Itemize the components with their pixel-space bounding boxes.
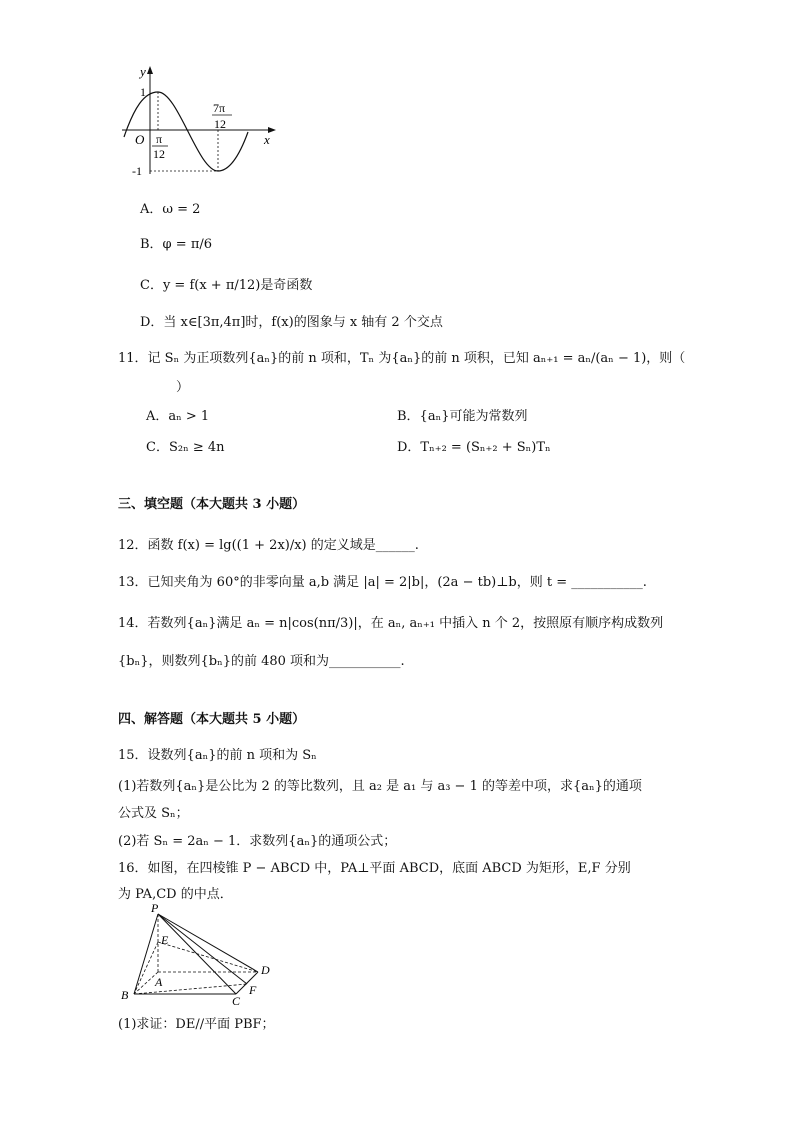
q14-line-1: 14．若数列{aₙ}满足 aₙ = n|cos(nπ/3)|，在 aₙ, aₙ₊₁ 中插入 n 个 2，按照原有顺序构成数列 bbox=[118, 616, 664, 631]
x-tick1-denominator: 12 bbox=[153, 147, 165, 161]
q10-option-a: A．ω = 2 bbox=[140, 202, 201, 217]
y-axis-label: y bbox=[140, 64, 146, 79]
q15-part1-line-1: (1)若数列{aₙ}是公比为 2 的等比数列，且 a₂ 是 a₁ 与 a₃ − 1 的等差中项，求{aₙ}的通项 bbox=[118, 779, 642, 794]
label-P: P bbox=[151, 902, 159, 915]
q12: 12．函数 f(x) = lg((1 + 2x)/x) 的定义域是______. bbox=[118, 538, 419, 553]
sine-graph bbox=[118, 62, 280, 180]
q10-option-b: B．φ = π/6 bbox=[140, 237, 213, 252]
q11-option-a: A．aₙ > 1 bbox=[146, 409, 210, 424]
q11-option-d: D．Tₙ₊₂ = (Sₙ₊₂ + Sₙ)Tₙ bbox=[397, 440, 551, 455]
edge-PF bbox=[158, 914, 247, 984]
label-C: C bbox=[232, 994, 241, 1006]
q14-line-2: {bₙ}，则数列{bₙ}的前 480 项和为___________. bbox=[118, 654, 405, 669]
label-D: D bbox=[261, 963, 270, 977]
label-A: A bbox=[155, 975, 163, 989]
q16-line-1: 16．如图，在四棱锥 P − ABCD 中，PA⊥平面 ABCD，底面 ABCD 为矩形，E,F 分别 bbox=[118, 861, 631, 876]
q10-option-c: C．y = f(x + π/12)是奇函数 bbox=[140, 278, 313, 293]
q13: 13．已知夹角为 60°的非零向量 a,b 满足 |a| = 2|b|，(2a − tb)⊥b，则 t = ___________. bbox=[118, 575, 647, 590]
q16-part1: (1)求证：DE//平面 PBF； bbox=[118, 1017, 275, 1032]
edge-PC bbox=[158, 914, 236, 994]
q11-stem-end: ） bbox=[176, 380, 190, 395]
section-3-heading: 三、填空题（本大题共 3 小题） bbox=[118, 497, 306, 512]
q11-stem: 11．记 Sₙ 为正项数列{aₙ}的前 n 项和，Tₙ 为{aₙ}的前 n 项积，已知 aₙ₊₁ = aₙ/(aₙ − 1)，则（ bbox=[118, 351, 686, 366]
edge-PD bbox=[158, 914, 258, 972]
q11-option-c: C．S₂ₙ ≥ 4n bbox=[146, 440, 225, 455]
label-B: B bbox=[121, 988, 129, 1002]
segment-ED bbox=[158, 942, 258, 972]
y-max-label: 1 bbox=[140, 85, 146, 99]
q15: 15．设数列{aₙ}的前 n 项和为 Sₙ bbox=[118, 748, 317, 763]
pyramid-figure bbox=[118, 902, 284, 1006]
x-tick2-numerator: 7π bbox=[213, 101, 226, 115]
segment-BF bbox=[134, 984, 247, 994]
label-E: E bbox=[161, 933, 169, 947]
origin-label: O bbox=[135, 132, 145, 147]
q15-part2: (2)若 Sₙ = 2aₙ − 1．求数列{aₙ}的通项公式； bbox=[118, 834, 397, 849]
q16-line-2: 为 PA,CD 的中点． bbox=[118, 887, 233, 902]
x-axis-label: x bbox=[264, 132, 270, 147]
y-axis-arrow bbox=[147, 66, 153, 74]
y-min-label: -1 bbox=[132, 164, 142, 178]
section-4-heading: 四、解答题（本大题共 5 小题） bbox=[118, 712, 306, 727]
q10-option-d: D．当 x∈[3π,4π]时，f(x)的图象与 x 轴有 2 个交点 bbox=[140, 315, 443, 330]
q15-part1-line-2: 公式及 Sₙ； bbox=[118, 806, 189, 821]
x-tick2-denominator: 12 bbox=[214, 117, 226, 131]
label-F: F bbox=[249, 983, 257, 997]
x-tick1-numerator: π bbox=[156, 132, 163, 146]
q11-option-b: B．{aₙ}可能为常数列 bbox=[397, 409, 528, 424]
